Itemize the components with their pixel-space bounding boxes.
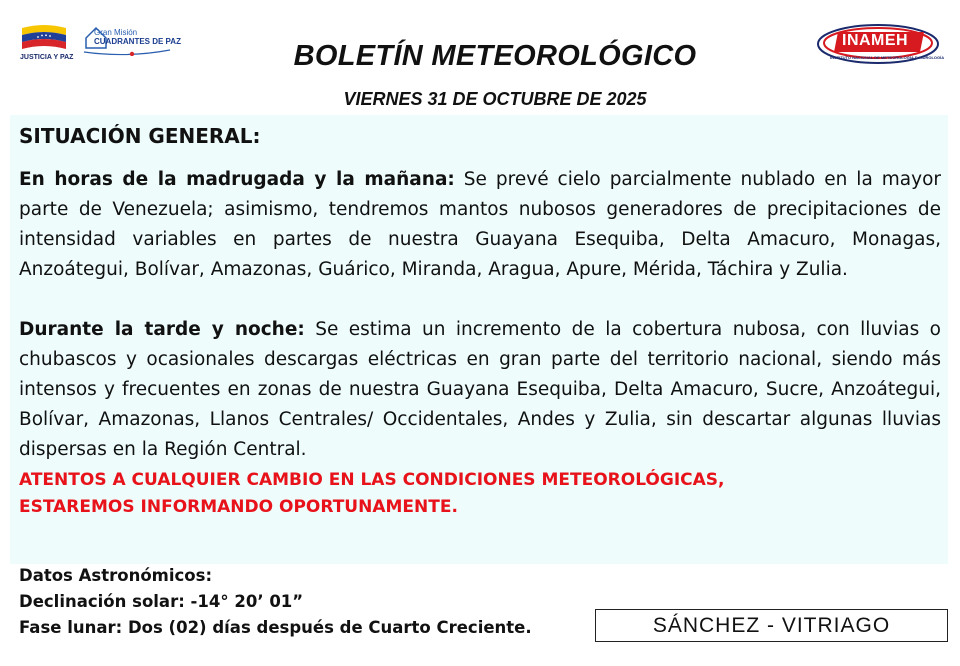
inameh-subtitle: INSTITUTO NACIONAL DE METEOROLOGÍA E HIDROLOGÍA bbox=[830, 55, 945, 60]
justicia-y-paz-caption: JUSTICIA Y PAZ bbox=[20, 54, 74, 61]
afternoon-forecast-label: Durante la tarde y noche: bbox=[19, 319, 305, 340]
alert-line-1: ATENTOS A CUALQUIER CAMBIO EN LAS CONDICIONES METEOROLÓGICAS, bbox=[19, 470, 725, 490]
afternoon-forecast-text: Se estima un incremento de la cobertura nubosa, con lluvias o chubascos y ocasionales descargas eléctricas en gran parte del territorio nacional, siendo más intensos y frecuentes en zonas de nuestra Guayana Esequiba, Delta Amacuro, Sucre, Anzoátegui, Bolívar, Amazonas, Llanos Centrales/ Occidentales, Andes y Zulia, sin descartar algunas lluvias dispersas en la Región Central. bbox=[19, 319, 941, 460]
general-situation-heading: SITUACIÓN GENERAL: bbox=[19, 124, 261, 148]
author-signature-box: SÁNCHEZ - VITRIAGO bbox=[595, 609, 948, 642]
bulletin-date: VIERNES 31 DE OCTUBRE DE 2025 bbox=[343, 89, 647, 109]
alert-message bbox=[19, 467, 941, 521]
inameh-wordmark: INAMEH bbox=[842, 32, 909, 49]
afternoon-forecast-paragraph bbox=[19, 315, 941, 465]
morning-forecast-text: Se prevé cielo parcialmente nublado en la mayor parte de Venezuela; asimismo, tendremos mantos nubosos generadores de precipitaciones de intensidad variables en partes de nuestra Guayana Esequiba, Delta Amacuro, Monagas, Anzoátegui, Bolívar, Amazonas, Guárico, Miranda, Aragua, Apure, Mérida, Táchira y Zulia. bbox=[19, 169, 941, 280]
alert-line-2: ESTAREMOS INFORMANDO OPORTUNAMENTE. bbox=[19, 497, 458, 517]
morning-forecast-label: En horas de la madrugada y la mañana: bbox=[19, 169, 455, 190]
morning-forecast-paragraph bbox=[19, 165, 941, 285]
bulletin-title: BOLETÍN METEOROLÓGICO bbox=[293, 40, 697, 72]
solar-declination: Declinación solar: -14° 20’ 01” bbox=[19, 592, 304, 611]
moon-phase: Fase lunar: Dos (02) días después de Cuarto Creciente. bbox=[19, 618, 532, 637]
cuadrantes-de-paz-text: CUADRANTES DE PAZ bbox=[94, 37, 181, 46]
astronomical-data-heading: Datos Astronómicos: bbox=[19, 566, 213, 585]
gran-mision-text: Gran Misión bbox=[94, 28, 138, 37]
astronomical-data bbox=[19, 563, 532, 641]
general-situation-panel bbox=[10, 115, 948, 564]
